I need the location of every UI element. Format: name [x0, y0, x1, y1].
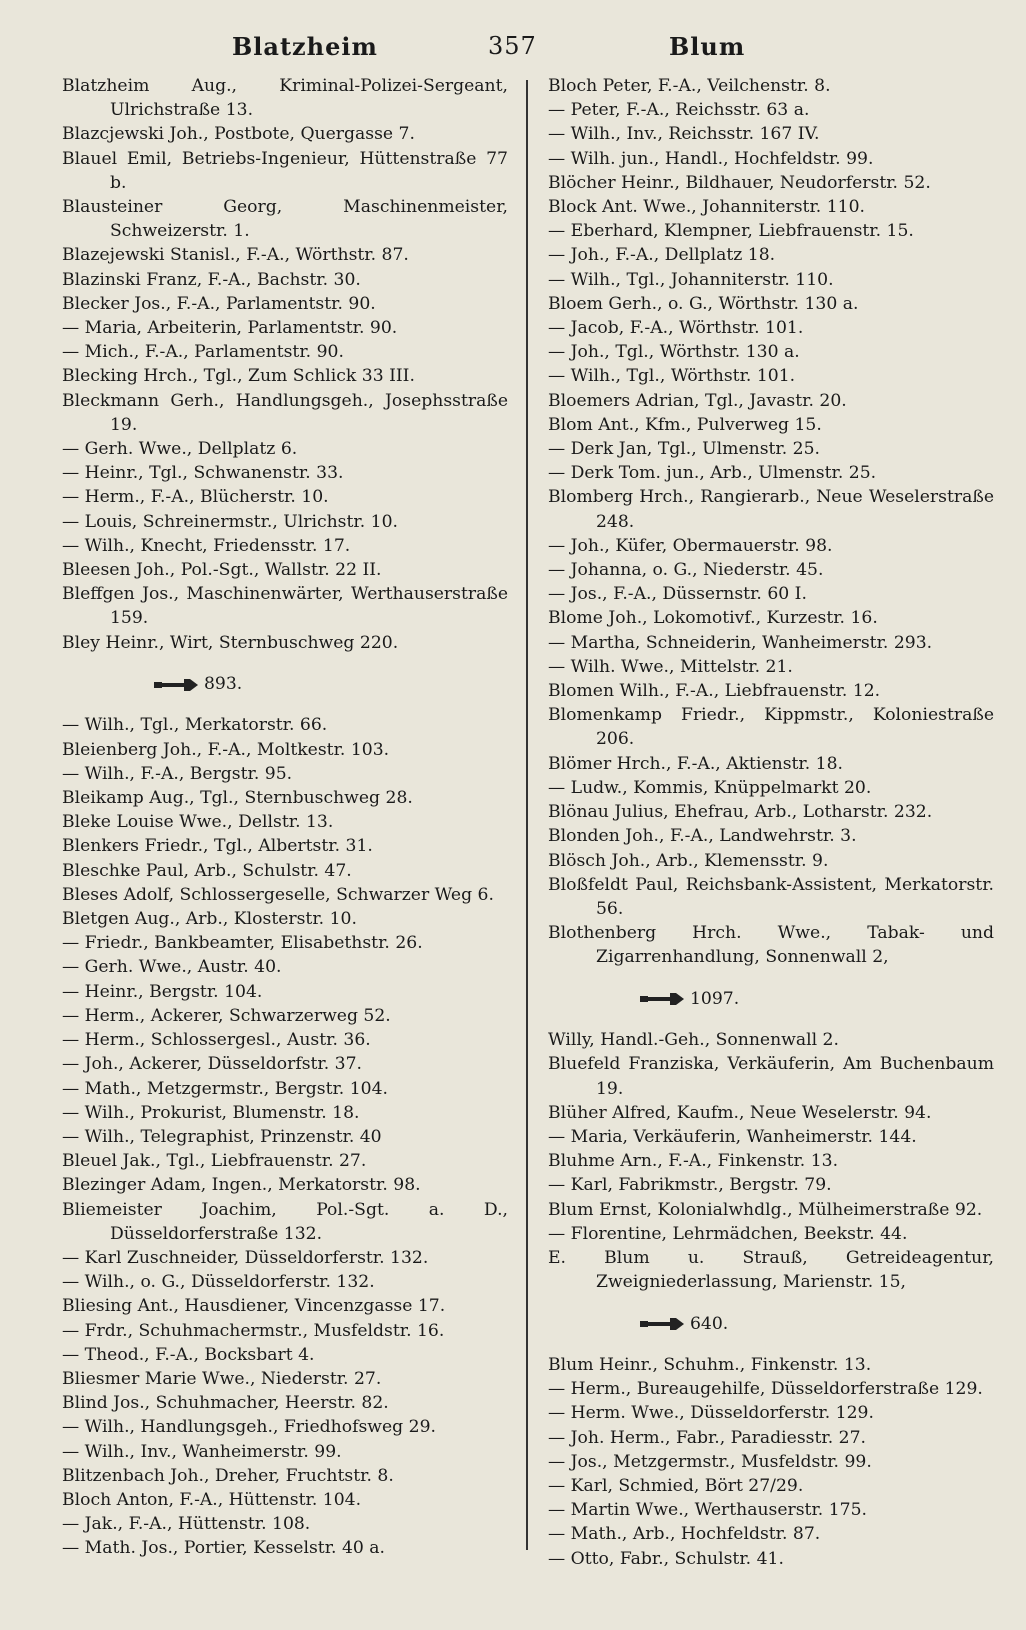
directory-entry: — Wilh., Handlungsgeh., Friedhofsweg 29. — [62, 1417, 436, 1438]
directory-entry: Blausteiner Georg, Maschinenmeister, Schweizerstr. 1. — [62, 197, 508, 242]
right-column — [528, 74, 994, 1571]
directory-entry: Blomberg Hrch., Rangierarb., Neue Weselerstraße 248. — [548, 487, 994, 532]
directory-entry: — Joh., Tgl., Wörthstr. 130 a. — [548, 342, 800, 363]
page-number: 357 — [488, 32, 537, 60]
directory-entry: Bleschke Paul, Arb., Schulstr. 47. — [62, 860, 352, 881]
directory-entry: Bloemers Adrian, Tgl., Javastr. 20. — [548, 390, 847, 411]
directory-entry: — Louis, Schreinermstr., Ulrichstr. 10. — [62, 511, 398, 532]
directory-entry: — Gerh. Wwe., Austr. 40. — [62, 957, 282, 978]
directory-entry: — Otto, Fabr., Schulstr. 41. — [548, 1548, 784, 1569]
directory-entry: Bleuel Jak., Tgl., Liebfrauenstr. 27. — [62, 1151, 367, 1172]
directory-entry: — Wilh. jun., Handl., Hochfeldstr. 99. — [548, 148, 874, 169]
directory-entry: Bliesing Ant., Hausdiener, Vincenzgasse 17. — [62, 1296, 446, 1317]
directory-entry: — Herm., Schlossergesl., Austr. 36. — [62, 1030, 371, 1051]
directory-entry: — Wilh. Wwe., Mittelstr. 21. — [548, 656, 793, 677]
directory-entry: — Herm., Bureaugehilfe, Düsseldorferstraße 129. — [548, 1379, 983, 1400]
directory-entry: — Maria, Verkäuferin, Wanheimerstr. 144. — [548, 1126, 917, 1147]
directory-entry: — Eberhard, Klempner, Liebfrauenstr. 15. — [548, 221, 914, 242]
directory-entry — [548, 987, 994, 1011]
directory-entry: Bloch Peter, F.-A., Veilchenstr. 8. — [548, 76, 831, 96]
directory-entry: Blome Joh., Lokomotivf., Kurzestr. 16. — [548, 608, 878, 629]
directory-entry: — Karl, Schmied, Bört 27/29. — [548, 1475, 804, 1496]
directory-entry: Bluhme Arn., F.-A., Finkenstr. 13. — [548, 1151, 839, 1172]
directory-entry: Blauel Emil, Betriebs-Ingenieur, Hüttenstraße 77 b. — [62, 148, 508, 193]
directory-entry: — Math. Jos., Portier, Kesselstr. 40 a. — [62, 1538, 385, 1559]
directory-entry: Blazcjewski Joh., Postbote, Quergasse 7. — [62, 124, 415, 145]
directory-entry: — Wilh., F.-A., Bergstr. 95. — [62, 763, 293, 784]
directory-entry: Blom Ant., Kfm., Pulverweg 15. — [548, 414, 822, 435]
directory-entry: — Frdr., Schuhmachermstr., Musfeldstr. 16. — [62, 1320, 445, 1341]
directory-entry: — Math., Metzgermstr., Bergstr. 104. — [62, 1078, 388, 1099]
directory-entry: Blomen Wilh., F.-A., Liebfrauenstr. 12. — [548, 681, 881, 702]
directory-entry: — Jos., Metzgermstr., Musfeldstr. 99. — [548, 1451, 872, 1472]
directory-entry — [548, 1312, 994, 1336]
directory-entry: — Wilh., Inv., Reichsstr. 167 IV. — [548, 124, 820, 145]
directory-entry: Blum Heinr., Schuhm., Finkenstr. 13. — [548, 1354, 872, 1375]
directory-entry: — Karl Zuschneider, Düsseldorferstr. 132. — [62, 1247, 429, 1268]
directory-entry: Bloem Gerh., o. G., Wörthstr. 130 a. — [548, 293, 859, 314]
directory-entry: Blitzenbach Joh., Dreher, Fruchtstr. 8. — [62, 1465, 394, 1486]
directory-entry: — Maria, Arbeiterin, Parlamentstr. 90. — [62, 318, 398, 339]
directory-entry — [62, 672, 508, 696]
directory-entry: Bliesmer Marie Wwe., Niederstr. 27. — [62, 1368, 382, 1389]
directory-entry: Bleses Adolf, Schlossergeselle, Schwarzer Weg 6. — [62, 884, 494, 905]
directory-entry: Blöcher Heinr., Bildhauer, Neudorferstr. 52. — [548, 172, 931, 193]
directory-entry: Bluefeld Franziska, Verkäuferin, Am Buchenbaum 19. — [548, 1054, 994, 1099]
directory-entry: Bleffgen Jos., Maschinenwärter, Werthauserstraße 159. — [62, 584, 508, 629]
directory-entry: — Heinr., Tgl., Schwanenstr. 33. — [62, 463, 344, 484]
directory-entry: — Derk Jan, Tgl., Ulmenstr. 25. — [548, 439, 821, 460]
directory-entry: — Florentine, Lehrmädchen, Beekstr. 44. — [548, 1223, 908, 1244]
directory-entry: Block Ant. Wwe., Johanniterstr. 110. — [548, 197, 865, 218]
header-left-keyword: Blatzheim — [232, 32, 378, 61]
directory-entry: — Theod., F.-A., Bocksbart 4. — [62, 1344, 315, 1365]
directory-entry: Blatzheim Aug., Kriminal-Polizei-Sergeant, Ulrichstraße 13. — [62, 76, 508, 121]
directory-entry: Bleckmann Gerh., Handlungsgeh., Josephsstraße 19. — [62, 390, 508, 435]
directory-entry: Bleienberg Joh., F.-A., Moltkestr. 103. — [62, 739, 390, 760]
directory-entry: — Herm., F.-A., Blücherstr. 10. — [62, 487, 329, 508]
directory-entry: — Wilh., o. G., Düsseldorferstr. 132. — [62, 1272, 375, 1293]
directory-entry: — Jacob, F.-A., Wörthstr. 101. — [548, 318, 804, 339]
directory-entry: — Math., Arb., Hochfeldstr. 87. — [548, 1524, 821, 1545]
directory-entry: — Wilh., Tgl., Wörthstr. 101. — [548, 366, 796, 387]
directory-entry: Blomenkamp Friedr., Kippmstr., Koloniestraße 206. — [548, 705, 994, 750]
directory-entry: Bloch Anton, F.-A., Hüttenstr. 104. — [62, 1489, 362, 1510]
telephone-number: 640. — [690, 1313, 729, 1334]
directory-entry: — Derk Tom. jun., Arb., Ulmenstr. 25. — [548, 463, 877, 484]
directory-entry: Blönau Julius, Ehefrau, Arb., Lotharstr. 232. — [548, 802, 933, 823]
header-right-keyword: Blum — [669, 32, 746, 61]
directory-entry: Bleesen Joh., Pol.-Sgt., Wallstr. 22 II. — [62, 560, 382, 581]
directory-entry: Blazinski Franz, F.-A., Bachstr. 30. — [62, 269, 361, 290]
directory-entry: Blenkers Friedr., Tgl., Albertstr. 31. — [62, 836, 373, 857]
directory-entry: Blazejewski Stanisl., F.-A., Wörthstr. 87. — [62, 245, 409, 266]
directory-entry: Blecker Jos., F.-A., Parlamentstr. 90. — [62, 293, 376, 314]
directory-entry: Bleke Louise Wwe., Dellstr. 13. — [62, 812, 334, 833]
directory-entry: Blömer Hrch., F.-A., Aktienstr. 18. — [548, 753, 844, 774]
page-header — [62, 26, 996, 74]
directory-entry: Blüher Alfred, Kaufm., Neue Weselerstr. 94. — [548, 1102, 932, 1123]
directory-entry: Blind Jos., Schuhmacher, Heerstr. 82. — [62, 1393, 389, 1414]
directory-entry: Bliemeister Joachim, Pol.-Sgt. a. D., Düsseldorferstraße 132. — [62, 1199, 508, 1244]
directory-entry: — Karl, Fabrikmstr., Bergstr. 79. — [548, 1175, 832, 1196]
directory-entry: — Heinr., Bergstr. 104. — [62, 981, 263, 1002]
directory-entry: — Peter, F.-A., Reichsstr. 63 a. — [548, 100, 810, 121]
telephone-number: 1097. — [690, 988, 740, 1009]
directory-entry: — Jos., F.-A., Düssernstr. 60 I. — [548, 584, 807, 605]
directory-entry: — Martha, Schneiderin, Wanheimerstr. 293. — [548, 632, 933, 653]
directory-entry: — Friedr., Bankbeamter, Elisabethstr. 26. — [62, 933, 423, 954]
directory-entry: — Herm. Wwe., Düsseldorferstr. 129. — [548, 1403, 874, 1424]
left-column — [62, 74, 508, 1571]
two-column-body — [62, 74, 996, 1571]
directory-entry: — Wilh., Inv., Wanheimerstr. 99. — [62, 1441, 342, 1462]
directory-entry: — Mich., F.-A., Parlamentstr. 90. — [62, 342, 344, 363]
directory-entry: Bloßfeldt Paul, Reichsbank-Assistent, Merkatorstr. 56. — [548, 874, 994, 919]
directory-entry: Blecking Hrch., Tgl., Zum Schlick 33 III. — [62, 366, 415, 387]
directory-entry: E. Blum u. Strauß, Getreideagentur, Zweigniederlassung, Marienstr. 15, — [548, 1247, 994, 1293]
telephone-icon — [154, 678, 198, 692]
directory-entry: Bletgen Aug., Arb., Klosterstr. 10. — [62, 909, 357, 930]
directory-entry: Blum Ernst, Kolonialwhdlg., Mülheimerstraße 92. — [548, 1199, 983, 1220]
directory-entry: — Herm., Ackerer, Schwarzerweg 52. — [62, 1005, 391, 1026]
directory-entry: — Jak., F.-A., Hüttenstr. 108. — [62, 1514, 311, 1535]
directory-entry: — Wilh., Tgl., Johanniterstr. 110. — [548, 269, 834, 290]
telephone-icon — [640, 1317, 684, 1331]
directory-entry: — Ludw., Kommis, Knüppelmarkt 20. — [548, 777, 872, 798]
directory-entry: Blonden Joh., F.-A., Landwehrstr. 3. — [548, 826, 857, 847]
directory-entry: — Martin Wwe., Werthauserstr. 175. — [548, 1500, 867, 1521]
directory-entry: — Joh. Herm., Fabr., Paradiesstr. 27. — [548, 1427, 866, 1448]
directory-entry: — Wilh., Tgl., Merkatorstr. 66. — [62, 715, 328, 736]
telephone-icon — [640, 992, 684, 1006]
directory-entry: — Joh., Ackerer, Düsseldorfstr. 37. — [62, 1054, 363, 1075]
directory-entry: Bley Heinr., Wirt, Sternbuschweg 220. — [62, 632, 399, 653]
directory-entry: — Wilh., Telegraphist, Prinzenstr. 40 — [62, 1126, 382, 1147]
directory-entry: Blothenberg Hrch. Wwe., Tabak- und Zigarrenhandlung, Sonnenwall 2, — [548, 923, 994, 968]
directory-entry: — Joh., Küfer, Obermauerstr. 98. — [548, 535, 833, 556]
directory-entry: — Wilh., Knecht, Friedensstr. 17. — [62, 535, 351, 556]
telephone-number: 893. — [204, 674, 243, 695]
directory-entry: Willy, Handl.-Geh., Sonnenwall 2. — [548, 1030, 839, 1051]
directory-entry: Blösch Joh., Arb., Klemensstr. 9. — [548, 850, 829, 871]
directory-entry: — Johanna, o. G., Niederstr. 45. — [548, 560, 824, 581]
directory-entry: Blezinger Adam, Ingen., Merkatorstr. 98. — [62, 1175, 421, 1196]
directory-entry: — Joh., F.-A., Dellplatz 18. — [548, 245, 776, 266]
directory-entry: — Wilh., Prokurist, Blumenstr. 18. — [62, 1102, 360, 1123]
directory-entry: Bleikamp Aug., Tgl., Sternbuschweg 28. — [62, 788, 413, 809]
directory-entry: — Gerh. Wwe., Dellplatz 6. — [62, 439, 298, 460]
